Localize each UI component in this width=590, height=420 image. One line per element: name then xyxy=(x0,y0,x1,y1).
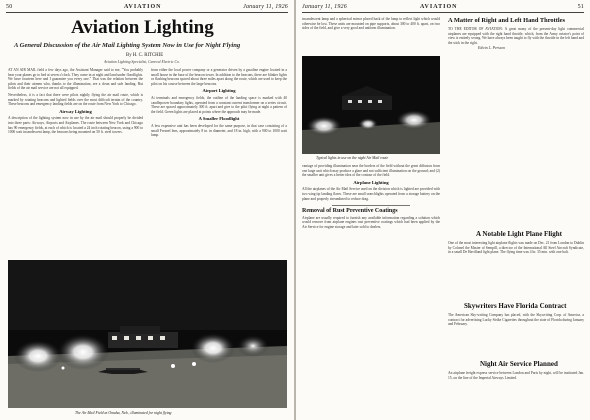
right-column-2-notable xyxy=(448,241,584,301)
right-column-1-bottom xyxy=(302,164,440,414)
right-column-2-top xyxy=(448,27,584,143)
heading-light-plane: A Notable Light Plane Flight xyxy=(476,230,562,238)
header-rule-left xyxy=(6,12,288,13)
header-rule-right xyxy=(302,12,584,13)
paragraph: incandescent lamp and a spherical mirror placed back of the lamp to reflect light which would otherwise be lost. These units are mounted on pipe supports, about 300 to 400 ft. apart, on two sides of the field, and give a very good and uniform illumination. xyxy=(302,17,440,31)
paragraph: Nevertheless, it is a fact that there were pilots nightly flying the air mail route, which is marked by rotating beacons and lighted fields over the most difficult terrain of the country. These beacons and emergency landing fields are on the route from New York to Chicago. xyxy=(8,92,143,107)
paragraph: One of the most interesting light airplane flights was made on Dec. 21 from London to Dublin by Colonel the Master of Sempill, a director of the International All Steel Aircraft Syndicate, in a small De Havilland light plane. The flying time was 4 hr. 35 min. with one halt. xyxy=(448,241,584,255)
field-lights-image xyxy=(302,56,440,154)
letter-paragraph: TO THE EDITOR OF AVIATION: A great many of the present-day light commercial airplanes are equipped with the right hand throttle, which, from the Army aviator's point of view is entirely wrong. We have always been taught to fly with the throttle in the left hand and the stick in the right. xyxy=(448,27,584,45)
right-column-1-top xyxy=(302,17,440,55)
right-column-2-nightair xyxy=(448,371,584,415)
divider xyxy=(332,205,410,206)
paragraph: A description of the lighting system now in use by the air mail should properly be divided into three parts: Airways, Airports and Airplanes. The route between New York and Chicago has 90 emergency fields, at each of which is located a 24 inch rotating beacon, using a 900 to 1000 watt incandescent lamp, the beacons being mounted on 50 ft. steel towers. xyxy=(8,116,143,135)
night-airfield-photo xyxy=(8,260,287,408)
section-heading-airway: Airway Lighting xyxy=(59,108,92,114)
photo-caption: The Air Mail Field at Omaha, Neb., illuminated for night flying xyxy=(75,411,172,415)
left-page xyxy=(0,0,294,420)
left-column-2 xyxy=(151,68,287,256)
running-date-right: January 11, 1926 xyxy=(302,4,347,10)
heading-throttles: A Matter of Right and Left Hand Throttles xyxy=(448,17,565,24)
paragraph: The American Sky-writing Company has placed, with the Skywriting Corp. of America, a contract for advertising Lucky Strike Cigarettes throughout the state of Florida during January and February. xyxy=(448,313,584,327)
field-photo-caption: Typical lights in use on the night Air Mail route xyxy=(316,156,389,160)
running-title-left: AVIATION xyxy=(124,4,162,10)
paragraph: An airplane freight express service between London and Paris by night, will be instituted Jan. 15, on the line of the Imperial Airways Limited. xyxy=(448,371,584,380)
intro-paragraph: AT AN AIR MAIL field a few days ago, the Assistant Manager said to me, "You probably hear your planes go to bed at seven o'clock. They come in at night and land under floodlights. We have fourteen here and I guarantee you every one." That was the relation between the pilots and their airmen who, thanks to the illumination, see a clean and safe landing. But fields of the air mail service are not all equipped. xyxy=(8,68,143,91)
article-subtitle: A General Discussion of the Air Mail Lighting System Now in Use for Night Flying xyxy=(14,42,241,49)
paragraph: At terminals and emergency fields, the outline of the landing space is marked with 40 candlepower boundary lights, operated from a constant current transformer on a series circuit. These are spaced approximately 300 ft. apart and give to the pilot flying at night a pattern of the field. Green lights are placed at points where the approach may be made. xyxy=(151,95,287,114)
running-title-right: AVIATION xyxy=(420,4,458,10)
section-heading-airplane: Airplane Lighting xyxy=(353,179,389,185)
running-date-left: January 11, 1926 xyxy=(243,4,288,10)
night-airfield-image xyxy=(8,260,287,408)
page-number-right: 51 xyxy=(577,4,584,10)
right-page xyxy=(296,0,590,420)
paragraph: from either the local power company or a generator driven by a gasoline engine located in a small house in the base of the beacon tower. In addition to the beacons, there are blinker lights or flashing beacons spaced about three miles apart along the route, which are used to keep the pilot on his course between the large beacons. xyxy=(151,68,287,86)
article-title: Aviation Lighting xyxy=(71,17,214,38)
paragraph: Airplane are usually required to furnish any available information regarding a solution which would remove from airplane engines rust preventive coatings which had been applied by the Air Service for engine storage and later sold to dealers. xyxy=(302,215,440,229)
heading-night-air: Night Air Service Planned xyxy=(480,360,558,368)
heading-skywriters: Skywriters Have Florida Contract xyxy=(464,302,567,310)
section-heading-floodlight: A Smaller Floodlight xyxy=(198,116,240,122)
paragraph: vantage of providing illumination near the borders of the field without the great diffusion from one large unit which may produce a glare and not sufficient illumination on the ground; and (2) the smaller unit gives a better idea of the contour of the field. xyxy=(302,164,440,178)
letter-signature: Edwin L. Persson xyxy=(478,46,505,51)
page-number-left: 50 xyxy=(6,4,13,10)
section-heading-rust: Removal of Rust Preventive Coatings xyxy=(302,208,398,215)
paragraph: All the airplanes of the Air Mail Service used on the division which is lighted are provided with two wing tip landing flares. These are small searchlights operated from a storage battery on the plane and properly streamlined to reduce drag. xyxy=(302,187,440,201)
paragraph: A less expensive unit has been developed for the same purpose, in that case consisting of a small Fresnel lens, approximately 8 in. in diameter, and 18 in. high, with a 900 to 1000 watt lamp. xyxy=(151,123,287,138)
section-heading-airport: Airport Lighting xyxy=(202,88,236,94)
field-lights-photo xyxy=(302,56,440,154)
article-byline: By H. C. RITCHIE xyxy=(126,53,164,58)
article-author-role: Aviation Lighting Specialist, General Electric Co. xyxy=(104,60,180,64)
left-column-1 xyxy=(8,68,143,256)
right-column-2-skywriters xyxy=(448,313,584,355)
